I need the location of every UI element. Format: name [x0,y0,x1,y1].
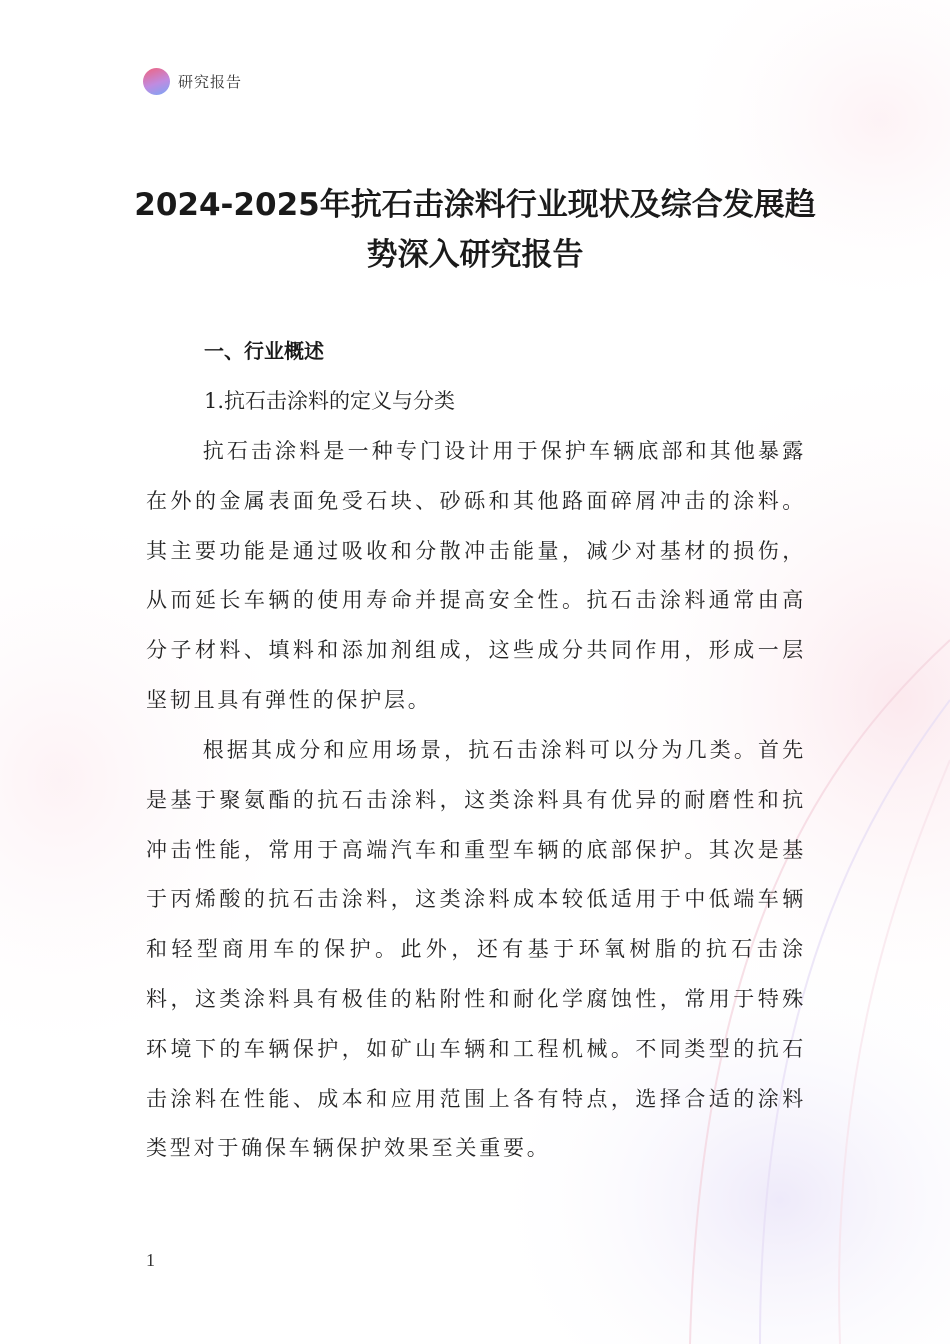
page-number: 1 [146,1250,155,1270]
sub-heading: 1.抗石击涂料的定义与分类 [204,389,456,413]
header-label: 研究报告 [178,72,243,91]
section-heading: 一、行业概述 [204,339,324,363]
paragraph-classification: 根据其成分和应用场景，抗石击涂料可以分为几类。首先是基于聚氨酯的抗石击涂料，这类涂料具有优异的耐磨性和抗冲击性能，常用于高端汽车和重型车辆的底部保护。其次是基于丙烯酸的抗石击涂料，这类涂料成本较低适用于中低端车辆和轻型商用车的保护。此外，还有基于环氧树脂的抗石击涂料，这类涂料具有极佳的粘附性和耐化学腐蚀性，常用于特殊环境下的车辆保护，如矿山车辆和工程机械。不同类型的抗石击涂料在性能、成本和应用范围上各有特点，选择合适的涂料类型对于确保车辆保护效果至关重要。 [146,738,806,1161]
logo-circle-icon [143,68,170,95]
header [143,66,242,96]
document-title: 2024-2025年抗石击涂料行业现状及综合发展趋势深入研究报告 [134,187,816,273]
paragraph-definition: 抗石击涂料是一种专门设计用于保护车辆底部和其他暴露在外的金属表面免受石块、砂砾和其他路面碎屑冲击的涂料。其主要功能是通过吸收和分散冲击能量，减少对基材的损伤，从而延长车辆的使用寿命并提高安全性。抗石击涂料通常由高分子材料、填料和添加剂组成，这些成分共同作用，形成一层坚韧且具有弹性的保护层。 [146,439,806,712]
